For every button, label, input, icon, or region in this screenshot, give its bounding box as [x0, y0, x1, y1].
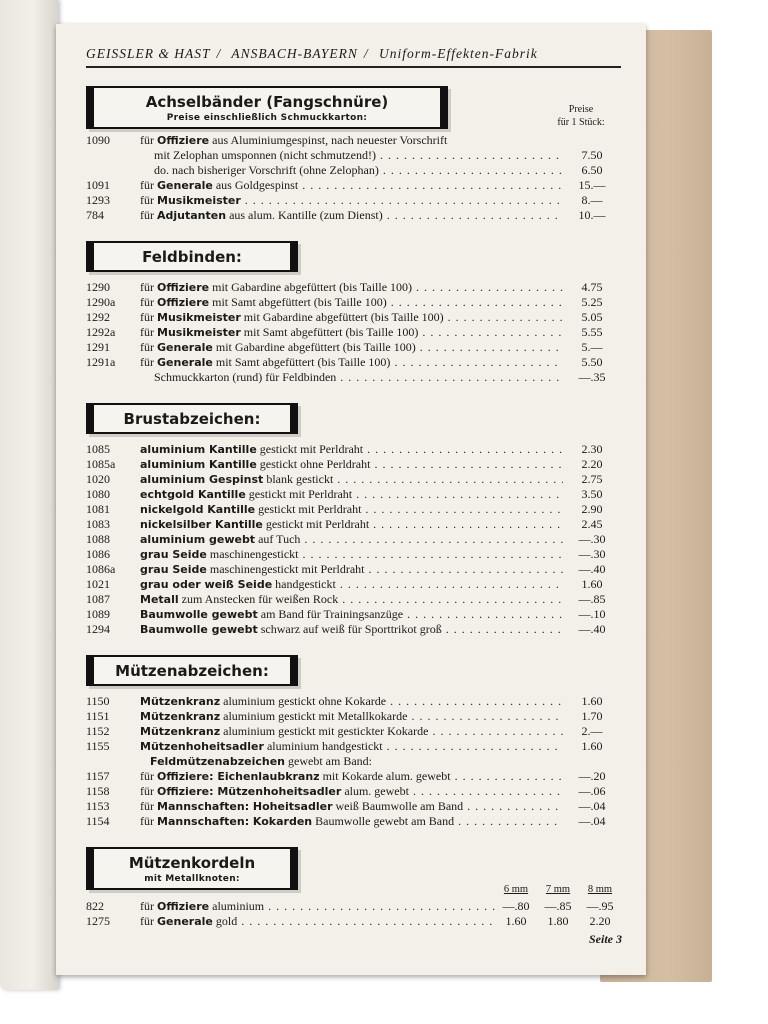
- article-number: 1086a: [86, 562, 116, 576]
- price: 6.50: [581, 163, 603, 177]
- item-name: Baumwolle gewebt: [140, 623, 258, 636]
- section-feldbinden: [86, 223, 621, 385]
- running-head: GEISSLER & HAST / ANSBACH-BAYERN / Uniform-Effekten-Fabrik: [86, 46, 621, 68]
- page-number: Seite 3: [589, 932, 622, 946]
- catalog-row: [86, 472, 621, 487]
- catalog-row: [86, 133, 621, 148]
- price: —.20: [578, 769, 606, 783]
- catalog-row: [86, 340, 621, 355]
- catalog-row: [86, 592, 621, 607]
- item-name: aluminium gewebt: [140, 533, 256, 546]
- leader-dots: [451, 769, 563, 783]
- article-number: 1091: [86, 178, 110, 192]
- leader-dots: [352, 487, 563, 501]
- section-muetzenabzeichen: [86, 637, 621, 829]
- item-description: für Generale gold . . .: [140, 914, 495, 929]
- item-description: für Mannschaften: Hoheitsadler weiß Baumwolle am Band . . .: [140, 799, 563, 814]
- item-description: für Offiziere: Eichenlaubkranz mit Kokarde alum. gewebt . . .: [140, 769, 563, 784]
- item-description: für Generale mit Gabardine abgefüttert (bis Taille 100) . . .: [140, 340, 563, 355]
- catalog-row: [86, 577, 621, 592]
- item-description: aluminium Kantille gestickt mit Perldraht . . .: [140, 442, 563, 457]
- article-number: 1157: [86, 769, 110, 783]
- article-number: 1158: [86, 784, 110, 798]
- article-number: 1292: [86, 310, 110, 324]
- catalog-row: [86, 814, 621, 829]
- price: —.04: [578, 814, 606, 828]
- price: 15.—: [578, 178, 606, 192]
- item-name: Mützenkranz: [140, 710, 221, 723]
- catalog-row: [86, 487, 621, 502]
- catalog-row: [86, 739, 621, 754]
- item-name: aluminium Kantille: [140, 443, 257, 456]
- price: 1.60: [581, 577, 603, 591]
- catalog-row: [86, 769, 621, 784]
- company-name: GEISSLER & HAST: [86, 46, 211, 61]
- price: 3.50: [581, 487, 603, 501]
- leader-dots: [390, 355, 563, 369]
- catalog-row: [86, 562, 621, 577]
- catalog-row: [86, 607, 621, 622]
- item-description: für Musikmeister mit Gabardine abgefüttert (bis Taille 100) . . .: [140, 310, 563, 325]
- price: 4.75: [581, 280, 603, 294]
- item-description: für Offiziere mit Gabardine abgefüttert (bis Taille 100) . . .: [140, 280, 563, 295]
- item-description: Mützenkranz aluminium gestickt ohne Kokarde . . .: [140, 694, 563, 709]
- item-name: Offiziere: [157, 134, 210, 147]
- catalog-row: [86, 193, 621, 208]
- price: 2.20: [589, 914, 611, 928]
- section-title: Brustabzeichen:: [86, 403, 298, 434]
- catalog-row: [86, 547, 621, 562]
- catalog-row: [86, 310, 621, 325]
- item-description: für Musikmeister mit Samt abgefüttert (bis Taille 100) . . .: [140, 325, 563, 340]
- item-description: für Offiziere: Mützenhoheitsadler alum. gewebt . . .: [140, 784, 563, 799]
- price: —.40: [578, 562, 606, 576]
- item-description: Metall zum Anstecken für weißen Rock . . .: [140, 592, 563, 607]
- item-name: nickelgold Kantille: [140, 503, 256, 516]
- price: 10.—: [578, 208, 606, 222]
- catalog-row: [86, 914, 621, 929]
- item-name: Offiziere: [157, 281, 210, 294]
- item-name: echtgold Kantille: [140, 488, 246, 501]
- article-number: 1086: [86, 547, 110, 561]
- item-name: Musikmeister: [157, 311, 241, 324]
- item-name: Generale: [157, 179, 213, 192]
- catalog-row: [86, 457, 621, 472]
- leader-dots: [237, 914, 495, 928]
- section-brustabzeichen: [86, 385, 621, 637]
- item-description: grau oder weiß Seide handgestickt . . .: [140, 577, 563, 592]
- price: —.80: [502, 899, 530, 913]
- catalog-row: [86, 295, 621, 310]
- leader-dots: [409, 784, 563, 798]
- section-title: Achselbänder (Fangschnüre) Preise einschließlich Schmuckkarton:: [86, 86, 448, 129]
- price: 5.—: [581, 340, 603, 354]
- catalog-row: [86, 754, 621, 769]
- catalog-row: [86, 325, 621, 340]
- price: —.95: [586, 899, 614, 913]
- item-description: Mützenhoheitsadler aluminium handgestickt . . .: [140, 739, 563, 754]
- price: —.85: [544, 899, 572, 913]
- item-description: grau Seide maschinengestickt . . .: [140, 547, 563, 562]
- price: —.04: [578, 799, 606, 813]
- item-name: Mannschaften: Kokarden: [157, 815, 313, 828]
- leader-dots: [338, 592, 563, 606]
- article-number: 822: [86, 899, 104, 913]
- price: —.06: [578, 784, 606, 798]
- item-name: Generale: [157, 341, 213, 354]
- item-name: aluminium Gespinst: [140, 473, 264, 486]
- price: —.35: [578, 370, 606, 384]
- item-name: Offiziere: Eichenlaubkranz: [157, 770, 320, 783]
- leader-dots: [383, 208, 563, 222]
- catalog-row: [86, 442, 621, 457]
- item-name: Feldmützenabzeichen: [150, 755, 285, 768]
- article-number: 1294: [86, 622, 110, 636]
- price-column-head: Preise für 1 Stück:: [557, 104, 605, 128]
- article-number: 1153: [86, 799, 110, 813]
- item-description: für Musikmeister . . .: [140, 193, 563, 208]
- leader-dots: [376, 148, 563, 162]
- section-title: Mützenabzeichen:: [86, 655, 298, 686]
- item-description: nickelsilber Kantille gestickt mit Perldraht . . .: [140, 517, 563, 532]
- leader-dots: [333, 472, 563, 486]
- catalog-row: [86, 178, 621, 193]
- leader-dots: [386, 694, 563, 708]
- item-name: grau Seide: [140, 563, 207, 576]
- leader-dots: [412, 280, 563, 294]
- catalog-row: [86, 709, 621, 724]
- item-name: Offiziere: [157, 900, 210, 913]
- price: 1.60: [581, 739, 603, 753]
- item-name: aluminium Kantille: [140, 458, 257, 471]
- item-description: Mützenkranz aluminium gestickt mit Metallkokarde . . .: [140, 709, 563, 724]
- section-title: Mützenkordeln mit Metallknoten:: [86, 847, 298, 890]
- item-description: do. nach bisheriger Vorschrift (ohne Zelophan) . . .: [140, 163, 563, 178]
- catalog-row: [86, 280, 621, 295]
- leader-dots: [387, 295, 563, 309]
- catalog-page: [56, 24, 646, 975]
- price: 2.30: [581, 442, 603, 456]
- item-description: für Offiziere aus Aluminiumgespinst, nach neuester Vorschrift: [140, 133, 448, 147]
- leader-dots: [365, 562, 563, 576]
- leader-dots: [336, 370, 563, 384]
- article-number: 1291a: [86, 355, 116, 369]
- item-description: aluminium Kantille gestickt ohne Perldraht . . .: [140, 457, 563, 472]
- catalog-row: [86, 208, 621, 223]
- item-name: Mützenkranz: [140, 695, 221, 708]
- section-achselbaender: [86, 68, 621, 223]
- leader-dots: [454, 814, 563, 828]
- item-name: Offiziere: [157, 296, 210, 309]
- item-description: nickelgold Kantille gestickt mit Perldraht . . .: [140, 502, 563, 517]
- item-description: aluminium Gespinst blank gestickt . . .: [140, 472, 563, 487]
- price: 2.—: [581, 724, 603, 738]
- leader-dots: [370, 457, 563, 471]
- price: 2.20: [581, 457, 603, 471]
- price: 5.25: [581, 295, 603, 309]
- item-name: Baumwolle gewebt: [140, 608, 258, 621]
- price: 2.90: [581, 502, 603, 516]
- item-description: für Offiziere aluminium . . .: [140, 899, 495, 914]
- article-number: 1020: [86, 472, 110, 486]
- catalog-row: [86, 622, 621, 637]
- price: —.30: [578, 547, 606, 561]
- leader-dots: [369, 517, 563, 531]
- item-description: für Adjutanten aus alum. Kantille (zum Dienst) . . .: [140, 208, 563, 223]
- leader-dots: [300, 532, 563, 546]
- price: —.40: [578, 622, 606, 636]
- article-number: 1291: [86, 340, 110, 354]
- leader-dots: [336, 577, 563, 591]
- article-number: 1085a: [86, 457, 116, 471]
- price: 5.50: [581, 355, 603, 369]
- price: —.85: [578, 592, 606, 606]
- leader-dots: [428, 724, 563, 738]
- section-title: Feldbinden:: [86, 241, 298, 272]
- price: 5.55: [581, 325, 603, 339]
- leader-dots: [298, 178, 563, 192]
- price: 8.—: [581, 193, 603, 207]
- price: 1.70: [581, 709, 603, 723]
- article-number: 1292a: [86, 325, 116, 339]
- item-description: für Mannschaften: Kokarden Baumwolle gewebt am Band . . .: [140, 814, 563, 829]
- item-description: Mützenkranz aluminium gestickt mit gestickter Kokarde . . .: [140, 724, 563, 739]
- catalog-row: [86, 799, 621, 814]
- item-name: Metall: [140, 593, 179, 606]
- article-number: 1293: [86, 193, 110, 207]
- item-description: für Generale aus Goldgespinst . . .: [140, 178, 563, 193]
- catalog-row: [86, 694, 621, 709]
- article-number: 1081: [86, 502, 110, 516]
- left-page-edge: [0, 0, 58, 990]
- article-number: 1080: [86, 487, 110, 501]
- item-description: für Generale mit Samt abgefüttert (bis Taille 100) . . .: [140, 355, 563, 370]
- catalog-row: [86, 724, 621, 739]
- price: 2.75: [581, 472, 603, 486]
- catalog-row: [86, 148, 621, 163]
- catalog-row: [86, 502, 621, 517]
- leader-dots: [444, 310, 563, 324]
- leader-dots: [463, 799, 563, 813]
- leader-dots: [442, 622, 563, 636]
- item-name: grau Seide: [140, 548, 207, 561]
- item-name: Musikmeister: [157, 326, 241, 339]
- item-description: für Offiziere mit Samt abgefüttert (bis Taille 100) . . .: [140, 295, 563, 310]
- location: ANSBACH-BAYERN: [231, 46, 358, 61]
- catalog-row: [86, 784, 621, 799]
- item-name: Mützenkranz: [140, 725, 221, 738]
- item-description: Baumwolle gewebt am Band für Trainingsanzüge . . .: [140, 607, 563, 622]
- article-number: 1290: [86, 280, 110, 294]
- article-number: 1150: [86, 694, 110, 708]
- article-number: 1290a: [86, 295, 116, 309]
- item-name: grau oder weiß Seide: [140, 578, 273, 591]
- article-number: 1089: [86, 607, 110, 621]
- item-description: Schmuckkarton (rund) für Feldbinden . . .: [140, 370, 563, 385]
- item-name: Generale: [157, 356, 213, 369]
- article-number: 1090: [86, 133, 110, 147]
- item-name: nickelsilber Kantille: [140, 518, 263, 531]
- price: 7.50: [581, 148, 603, 162]
- leader-dots: [361, 502, 563, 516]
- price: —.30: [578, 532, 606, 546]
- price: 1.80: [547, 914, 569, 928]
- article-number: 1085: [86, 442, 110, 456]
- leader-dots: [379, 163, 563, 177]
- section-muetzenkordeln: [86, 829, 621, 929]
- leader-dots: [241, 193, 563, 207]
- article-number: 1152: [86, 724, 110, 738]
- article-number: 1151: [86, 709, 110, 723]
- size-column-heads: 6 mm 7 mm 8 mm: [503, 884, 613, 895]
- catalog-row: [86, 517, 621, 532]
- item-description: mit Zelophan umsponnen (nicht schmutzend!) . . .: [140, 148, 563, 163]
- catalog-row: [86, 355, 621, 370]
- item-description: Feldmützenabzeichen gewebt am Band:: [150, 754, 372, 768]
- catalog-row: [86, 532, 621, 547]
- item-name: Generale: [157, 915, 213, 928]
- price: —.10: [578, 607, 606, 621]
- leader-dots: [383, 739, 563, 753]
- article-number: 1087: [86, 592, 110, 606]
- item-description: grau Seide maschinengestickt mit Perldraht . . .: [140, 562, 563, 577]
- price: 5.05: [581, 310, 603, 324]
- item-description: Baumwolle gewebt schwarz auf weiß für Sporttrikot groß . . .: [140, 622, 563, 637]
- leader-dots: [299, 547, 563, 561]
- price: 1.60: [505, 914, 527, 928]
- item-name: Mannschaften: Hoheitsadler: [157, 800, 333, 813]
- article-number: 1155: [86, 739, 110, 753]
- item-name: Offiziere: Mützenhoheitsadler: [157, 785, 342, 798]
- leader-dots: [403, 607, 563, 621]
- item-name: Adjutanten: [157, 209, 227, 222]
- item-description: echtgold Kantille gestickt mit Perldraht . . .: [140, 487, 563, 502]
- price: 1.60: [581, 694, 603, 708]
- leader-dots: [407, 709, 563, 723]
- factory-subtitle: Uniform-Effekten-Fabrik: [379, 46, 538, 61]
- article-number: 1154: [86, 814, 110, 828]
- leader-dots: [363, 442, 563, 456]
- price: 2.45: [581, 517, 603, 531]
- leader-dots: [418, 325, 563, 339]
- item-name: Mützenhoheitsadler: [140, 740, 264, 753]
- item-description: aluminium gewebt auf Tuch . . .: [140, 532, 563, 547]
- catalog-row: [86, 899, 621, 914]
- article-number: 1083: [86, 517, 110, 531]
- catalog-row: [86, 370, 621, 385]
- leader-dots: [264, 899, 495, 913]
- article-number: 1021: [86, 577, 110, 591]
- item-name: Musikmeister: [157, 194, 241, 207]
- article-number: 784: [86, 208, 104, 222]
- leader-dots: [416, 340, 563, 354]
- catalog-row: [86, 163, 621, 178]
- article-number: 1275: [86, 914, 110, 928]
- article-number: 1088: [86, 532, 110, 546]
